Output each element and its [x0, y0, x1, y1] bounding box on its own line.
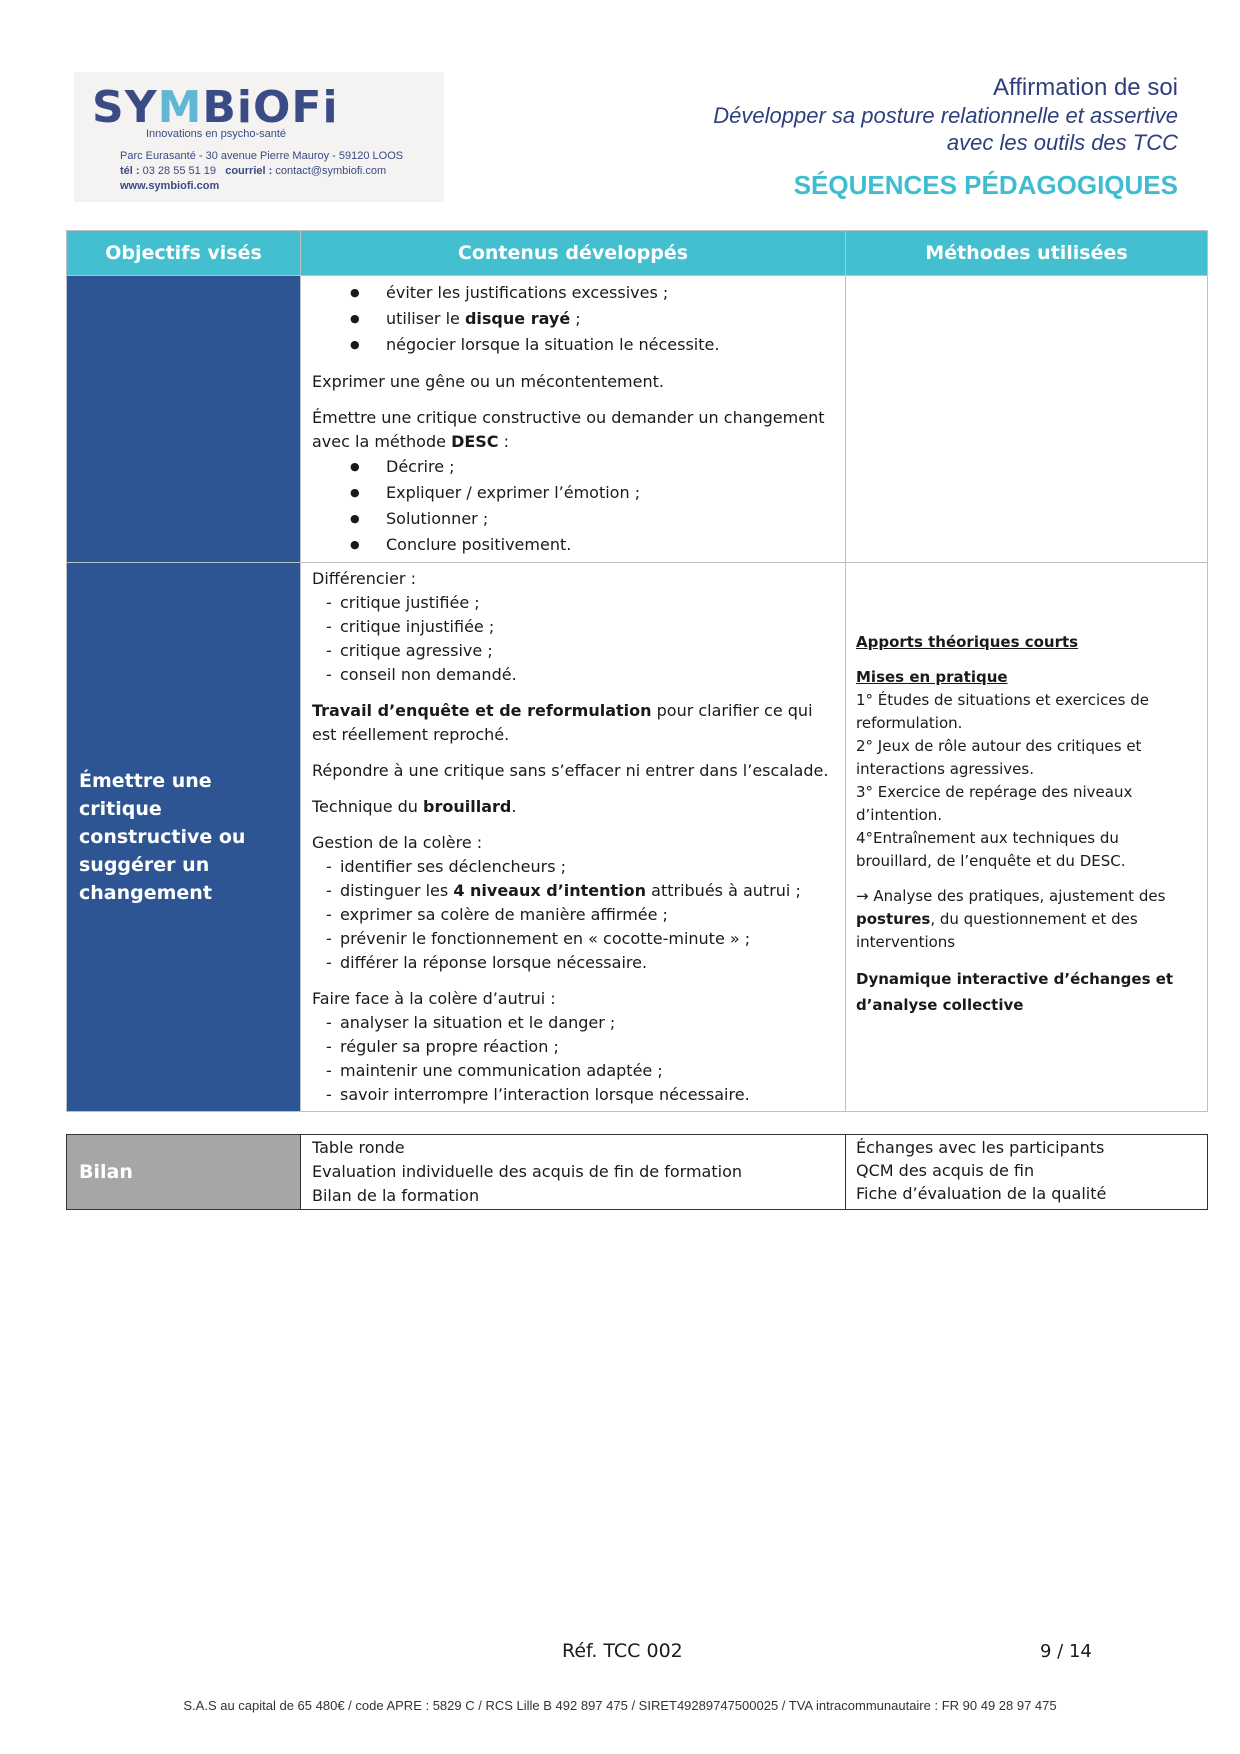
contents-cell [301, 276, 846, 563]
bilan-contents [301, 1135, 846, 1210]
list-item: ● Décrire ; [312, 454, 835, 480]
bilan-label: Bilan [67, 1135, 301, 1210]
dash-list [312, 1011, 835, 1107]
methods-heading: Mises en pratique [856, 668, 1008, 686]
list-item: QCM des acquis de fin [856, 1161, 1035, 1180]
list-item: - conseil non demandé. [312, 663, 835, 687]
table-row [67, 1135, 1208, 1210]
bullet-list [312, 280, 835, 358]
paragraph: Exprimer une gêne ou un mécontentement. [312, 372, 664, 391]
list-item: - savoir interrompre l’interaction lorsque nécessaire. [312, 1083, 835, 1107]
methods-cell [846, 276, 1208, 563]
methods-dynamic: Dynamique interactive d’échanges et d’analyse collective [856, 970, 1174, 1014]
section-title: SÉQUENCES PÉDAGOGIQUES [793, 170, 1178, 200]
objective-cell [67, 276, 301, 563]
paragraph: Émettre une critique constructive ou demander un changement avec la méthode DESC : [312, 408, 825, 451]
list-item: - critique agressive ; [312, 639, 835, 663]
list-item: ● Solutionner ; [312, 506, 835, 532]
list-item: - identifier ses déclencheurs ; [312, 855, 835, 879]
table-header-row [67, 231, 1208, 276]
list-item: ● négocier lorsque la situation le nécessite. [312, 332, 835, 358]
list-item: - différer la réponse lorsque nécessaire. [312, 951, 835, 975]
document-subtitle-line1: Développer sa posture relationnelle et assertive [713, 103, 1178, 128]
arrow-right-icon: → [856, 887, 869, 905]
list-item: - critique justifiée ; [312, 591, 835, 615]
methods-heading: Apports théoriques courts [856, 633, 1079, 651]
methods-item: 2° Jeux de rôle autour des critiques et interactions agressives. [856, 737, 1142, 778]
dash-list [312, 591, 835, 687]
header-objectives: Objectifs visés [67, 231, 301, 276]
methods-analysis: → Analyse des pratiques, ajustement des postures, du questionnement et des interventions [856, 887, 1166, 951]
logo-address: Parc Eurasanté - 30 avenue Pierre Mauroy - 59120 LOOS [120, 150, 404, 162]
logo-contact: tél : 03 28 55 51 19 courriel : contact@symbiofi.com [120, 165, 387, 177]
document-subtitle-line2: avec les outils des TCC [946, 130, 1178, 155]
document-reference: Réf. TCC 002 [562, 1640, 683, 1662]
paragraph: Faire face à la colère d’autrui : [312, 989, 556, 1008]
document-title: Affirmation de soi [993, 74, 1178, 101]
methods-cell [846, 563, 1208, 1112]
methods-item: 1° Études de situations et exercices de reformulation. [856, 691, 1149, 732]
bullet-list [312, 454, 835, 558]
paragraph: Gestion de la colère : [312, 833, 483, 852]
list-item: ● Conclure positivement. [312, 532, 835, 558]
logo-website: www.symbiofi.com [120, 180, 220, 192]
sequences-table [66, 230, 1208, 1112]
list-item: Échanges avec les participants [856, 1138, 1105, 1157]
logo-tagline: Innovations en psycho-santé [146, 128, 287, 140]
list-item: ● éviter les justifications excessives ; [312, 280, 835, 306]
list-item: Fiche d’évaluation de la qualité [856, 1184, 1107, 1203]
list-item: - maintenir une communication adaptée ; [312, 1059, 835, 1083]
list-item: - prévenir le fonctionnement en « cocotte-minute » ; [312, 927, 835, 951]
dash-list [312, 855, 835, 975]
header-methods: Méthodes utilisées [846, 231, 1208, 276]
table-row [67, 276, 1208, 563]
list-item: - analyser la situation et le danger ; [312, 1011, 835, 1035]
objective-cell: Émettre une critique constructive ou suggérer un changement [67, 563, 301, 1112]
paragraph: Différencier : [312, 569, 416, 588]
contents-cell [301, 563, 846, 1112]
paragraph: Répondre à une critique sans s’effacer ni entrer dans l’escalade. [312, 761, 829, 780]
list-item: Evaluation individuelle des acquis de fin de formation [312, 1162, 742, 1181]
logo-wordmark: SYMBiOFi [92, 82, 339, 133]
paragraph: Technique du brouillard. [312, 797, 517, 816]
list-item: - distinguer les 4 niveaux d’intention attribués à autrui ; [312, 879, 835, 903]
table-row [67, 563, 1208, 1112]
list-item: ● Expliquer / exprimer l’émotion ; [312, 480, 835, 506]
methods-item: 4°Entraînement aux techniques du brouillard, de l’enquête et du DESC. [856, 829, 1126, 870]
list-item: - critique injustifiée ; [312, 615, 835, 639]
page-number: 9 / 14 [1040, 1641, 1092, 1662]
list-item: - réguler sa propre réaction ; [312, 1035, 835, 1059]
list-item: ● utiliser le disque rayé ; [312, 306, 835, 332]
company-logo [74, 72, 444, 202]
paragraph: Travail d’enquête et de reformulation pour clarifier ce qui est réellement reproché. [312, 701, 813, 744]
list-item: Bilan de la formation [312, 1186, 480, 1205]
header-contents: Contenus développés [301, 231, 846, 276]
methods-item: 3° Exercice de repérage des niveaux d’intention. [856, 783, 1133, 824]
bilan-table [66, 1134, 1208, 1210]
list-item: - exprimer sa colère de manière affirmée ; [312, 903, 835, 927]
legal-footer: S.A.S au capital de 65 480€ / code APRE : 5829 C / RCS Lille B 492 897 475 / SIRET49289747500025 / TVA intracommunautaire : FR 90 49 28 97 475 [183, 1698, 1057, 1713]
list-item: Table ronde [312, 1138, 405, 1157]
bilan-methods [846, 1135, 1208, 1210]
